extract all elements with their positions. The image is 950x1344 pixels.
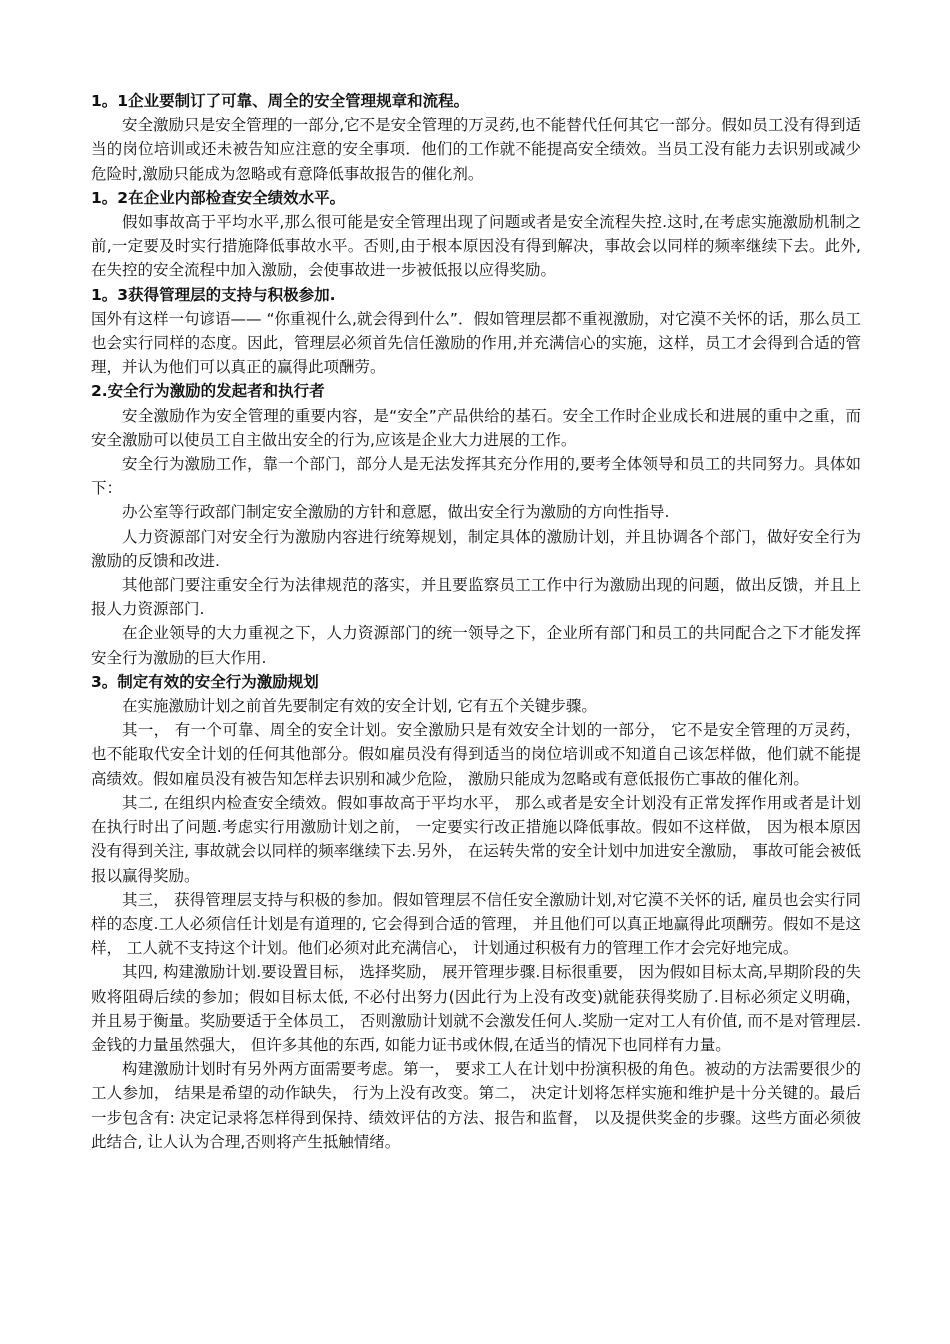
paragraph: 构建激励计划时有另外两方面需要考虑。第一， 要求工人在计划中扮演积极的角色。被动的方法需要很少的工人参加， 结果是希望的动作缺失， 行为上没有改变。第二， 决定计划将怎样实施和维护是十分关键的。最后一步包含有: 决定记录将怎样得到保持、绩效评估的方法、报告和监督， 以及提供奖金的步骤。这些方面必须彼此结合, 让人认为合理,否则将产生抵触情绪。 [91,1060,861,1151]
section-heading-2: 2.安全行为激励的发起者和执行者 [91,382,325,401]
paragraph: 其他部门要注重安全行为法律规范的落实，并且要监察员工工作中行为激励出现的问题，做出反馈，并且上报人力资源部门. [91,576,861,619]
paragraph: 办公室等行政部门制定安全激励的方针和意愿，做出安全行为激励的方向性指导. [122,503,670,522]
paragraph: 其一， 有一个可靠、周全的安全计划。安全激励只是有效安全计划的一部分， 它不是安全管理的万灵药， 也不能取代安全计划的任何其他部分。假如雇员没有得到适当的岗位培训或不知道自己该怎样做，他们就不能提高绩效。假如雇员没有被告知怎样去识别和减少危险， 激励只能成为忽略或有意低报伤亡事故的催化剂。 [91,721,861,788]
paragraph: 假如事故高于平均水平,那么很可能是安全管理出现了问题或者是安全流程失控.这时,在考虑实施激励机制之前,一定要及时实行措施降低事故水平。否则,由于根本原因没有得到解决，事故会以同样的频率继续下去。此外,在失控的安全流程中加入激励，会使事故进一步被低报以应得奖励。 [91,213,861,280]
paragraph: 其二, 在组织内检查安全绩效。假如事故高于平均水平， 那么或者是安全计划没有正常发挥作用或者是计划在执行时出了问题.考虑实行用激励计划之前， 一定要实行改正措施以降低事故。假如不这样做， 因为根本原因没有得到关注, 事故就会以同样的频率继续下去.另外， 在运转失常的安全计划中加进安全激励， 事故可能会被低报以赢得奖励。 [91,793,861,885]
section-heading-1-2: 1。2在企业内部检查安全绩效水平。 [91,188,346,207]
paragraph: 在实施激励计划之前首先要制定有效的安全计划, 它有五个关键步骤。 [122,697,597,716]
paragraph: 其四, 构建激励计划.要设置目标， 选择奖励， 展开管理步骤.目标很重要， 因为假如目标太高,早期阶段的失败将阻碍后续的参加；假如目标太低, 不必付出努力(因此行为上没有改变)就能获得奖励了.目标必须定义明确， 并且易于衡量。奖励要适于全体员工， 否则激励计划就不会激发任何人.奖励一定对工人有价值, 而不是对管理层.金钱的力量虽然强大， 但许多其他的东西, 如能力证书或休假,在适当的情况下也同样有力量。 [91,963,861,1054]
paragraph: 人力资源部门对安全行为激励内容进行统筹规划，制定具体的激励计划，并且协调各个部门，做好安全行为激励的反馈和改进. [91,527,861,570]
paragraph: 国外有这样一句谚语—— “你重视什么,就会得到什么”．假如管理层都不重视激励，对它漠不关怀的话，那么员工也会实行同样的态度。因此，管理层必须首先信任激励的作用,并充满信心的实施，这样，员工才会得到合适的管理，并认为他们可以真正的赢得此项酬劳。 [91,309,861,377]
paragraph: 安全激励作为安全管理的重要内容，是“安全”产品供给的基石。安全工作时企业成长和进展的重中之重，而安全激励可以使员工自主做出安全的行为,应该是企业大力进展的工作。 [91,406,861,449]
section-heading-3: 3。制定有效的安全行为激励规划 [91,672,319,691]
paragraph: 安全激励只是安全管理的一部分,它不是安全管理的万灵药,也不能替代任何其它一部分。假如员工没有得到适当的岗位培训或还未被告知应注意的安全事项．他们的工作就不能提高安全绩效。当员工没有能力去识别或减少危险时,激励只能成为忽略或有意降低事故报告的催化剂。 [91,116,861,183]
paragraph: 其三， 获得管理层支持与积极的参加。假如管理层不信任安全激励计划,对它漠不关怀的话, 雇员也会实行同样的态度.工人必须信任计划是有道理的, 它会得到合适的管理， 并且他们可以真正地赢得此项酬劳。假如不是这样， 工人就不支持这个计划。他们必须对此充满信心， 计划通过积极有力的管理工作才会完好地完成。 [91,890,861,958]
section-heading-1-3: 1。3获得管理层的支持与积极参加. [91,285,336,304]
paragraph: 安全行为激励工作，靠一个部门，部分人是无法发挥其充分作用的,要考全体领导和员工的共同努力。具体如下： [91,455,861,498]
document-page [91,89,861,1154]
section-heading-1-1: 1。1企业要制订了可靠、周全的安全管理规章和流程。 [91,92,470,110]
paragraph: 在企业领导的大力重视之下，人力资源部门的统一领导之下，企业所有部门和员工的共同配合之下才能发挥安全行为激励的巨大作用. [91,624,861,667]
